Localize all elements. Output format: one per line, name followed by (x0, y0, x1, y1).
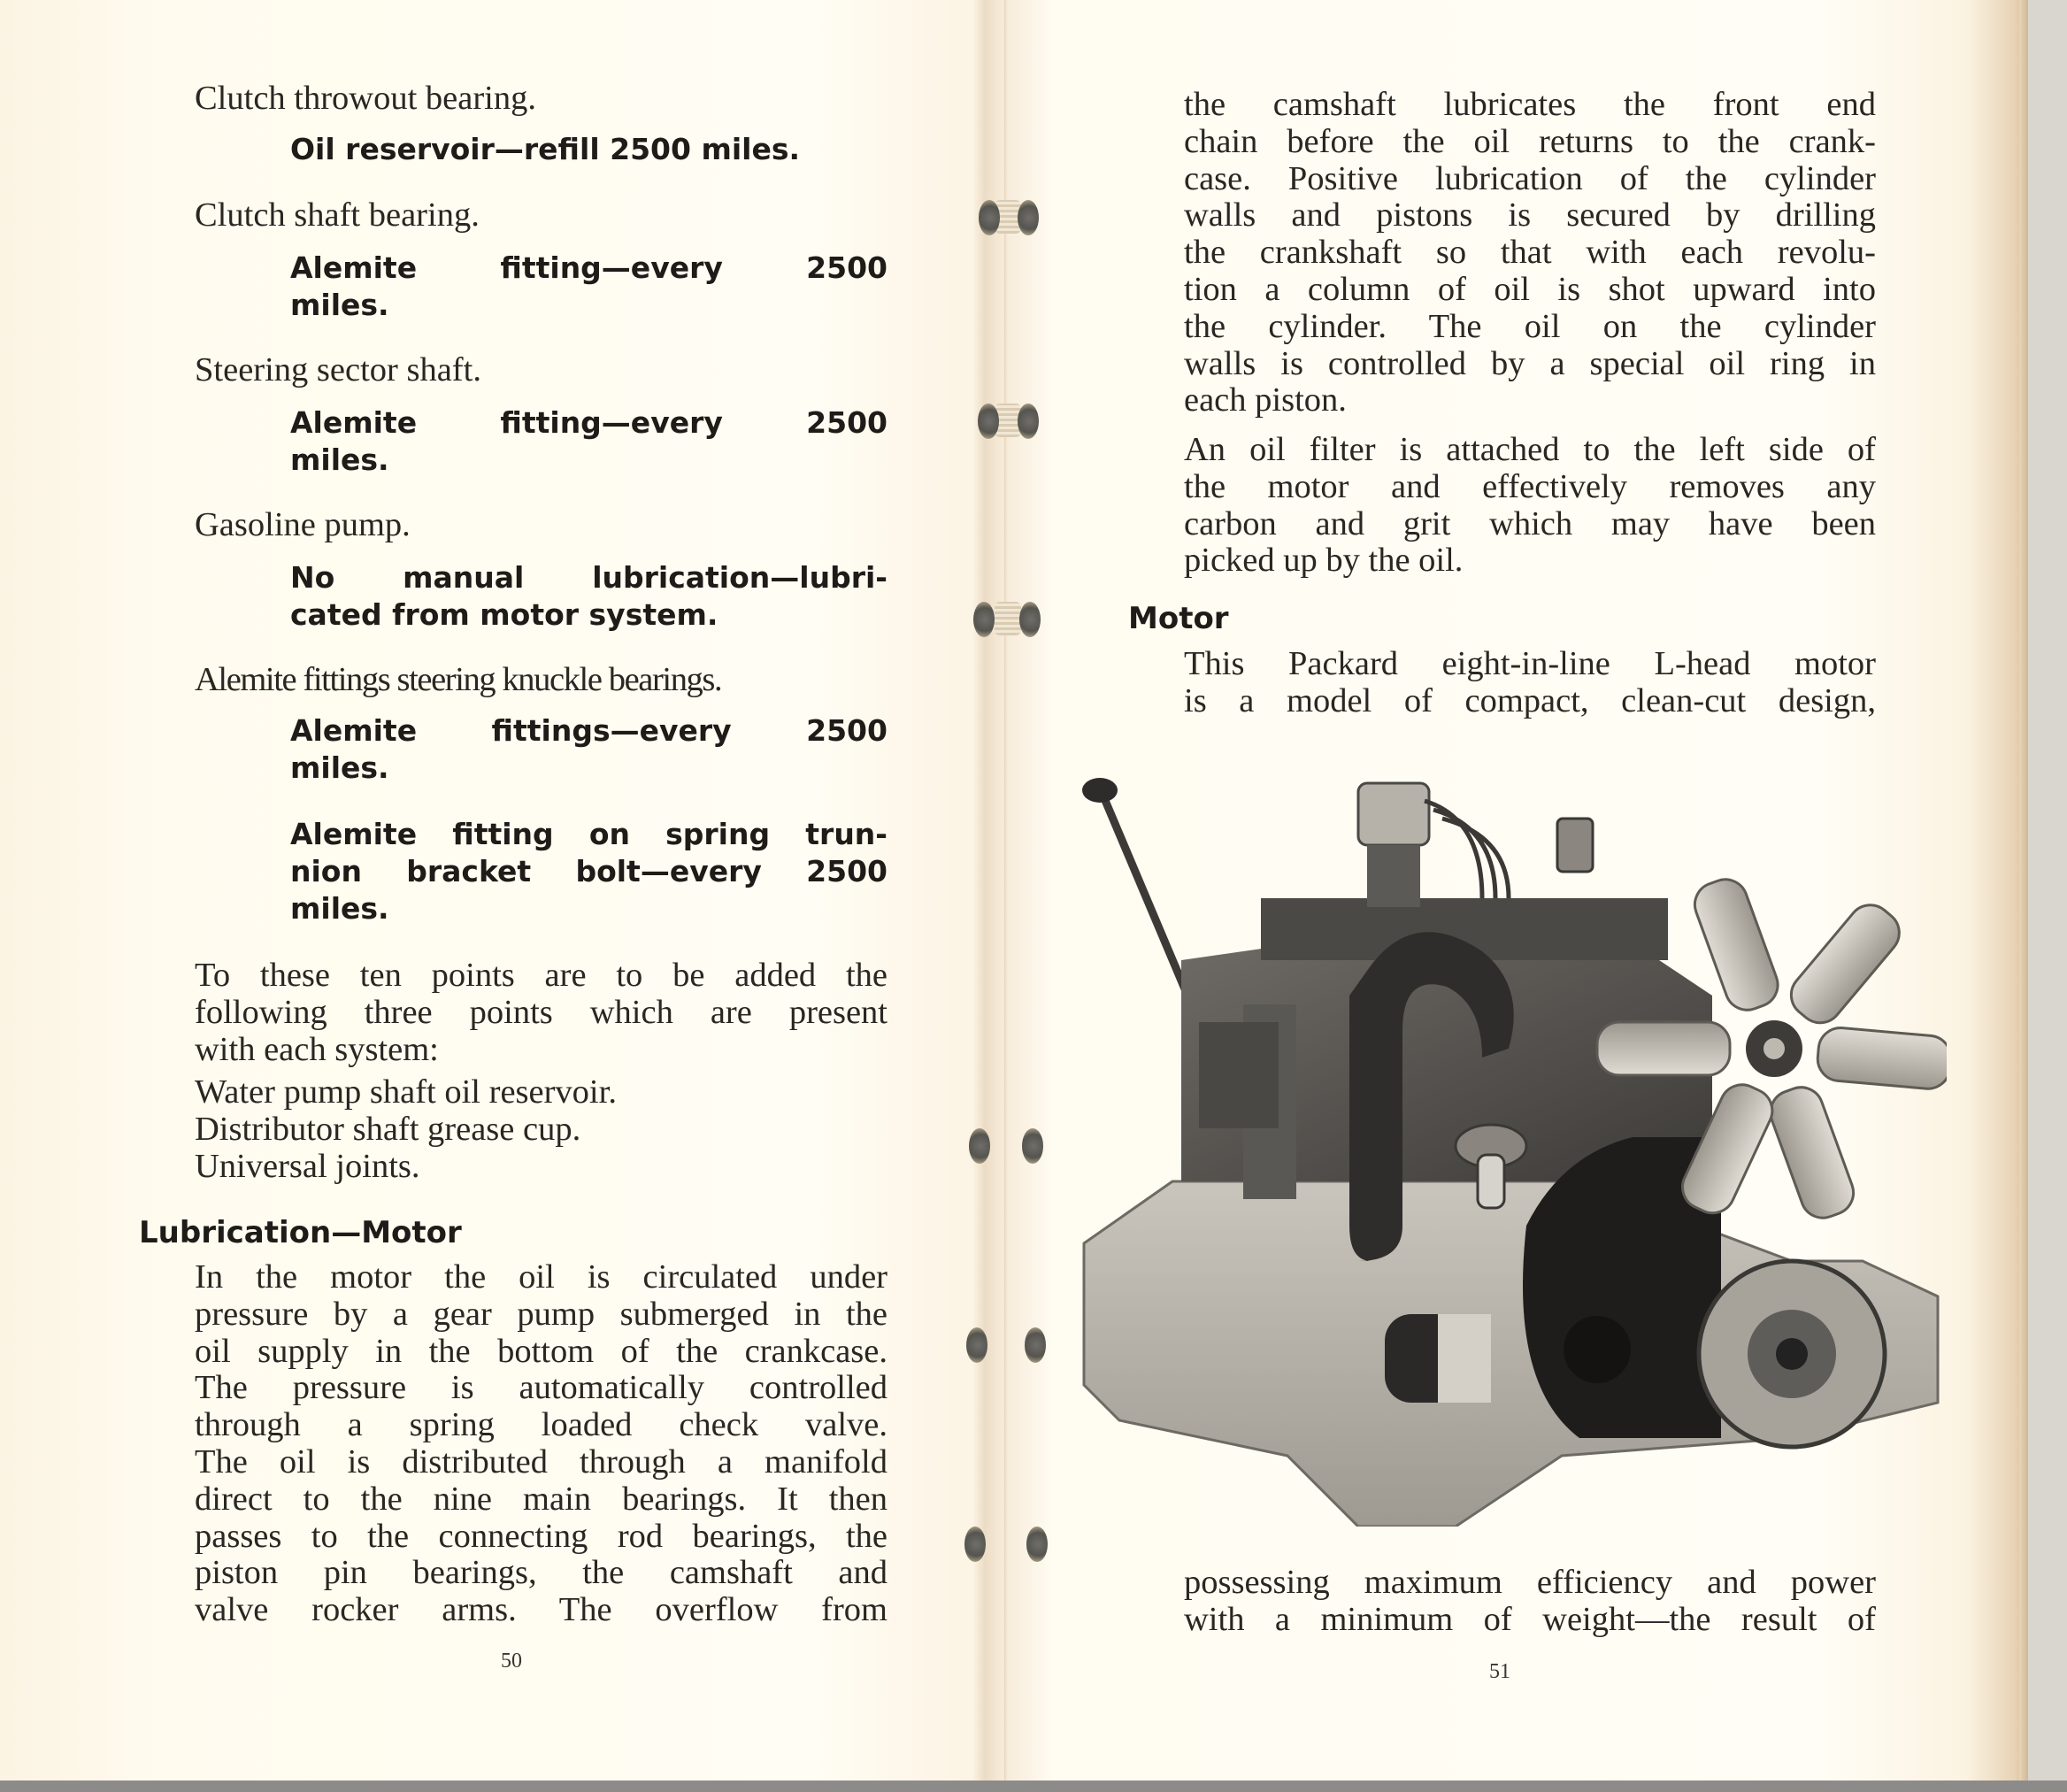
oil-filter-paragraph: An oil filter is attached to the left side of the motor and effectively removes any carbon and grit which may have been picked up by the oil. (1184, 431, 1876, 580)
instruction-steering-sector: Alemite fitting—every 2500 miles. (290, 405, 888, 477)
book-gutter (1004, 0, 1007, 1783)
engine-illustration-icon (1066, 765, 1947, 1527)
page-number: 51 (1489, 1660, 1510, 1683)
system-point: Distributor shaft grease cup. (195, 1110, 581, 1148)
item-clutch-shaft: Clutch shaft bearing. (195, 196, 480, 234)
scan-background (0, 1780, 2067, 1792)
instruction-oil-reservoir: Oil reservoir—refill 2500 miles. (290, 132, 801, 166)
page-number: 50 (501, 1650, 522, 1673)
system-point: Universal joints. (195, 1147, 420, 1185)
motor-intro-paragraph: This Packard eight-in-line L-head motor is a model of compact, clean-cut design, (1184, 645, 1876, 719)
instruction-spring-trunnion: Alemite fitting on spring trun- nion bracket bolt—every 2500 miles. (290, 817, 888, 926)
stitch-thread-icon (995, 602, 1021, 635)
page-edge (2019, 0, 2028, 1783)
system-point: Water pump shaft oil reservoir. (195, 1073, 617, 1111)
stitch-hole-icon (1025, 1327, 1046, 1363)
stitch-hole-icon (1022, 1128, 1043, 1164)
system-points-list (195, 1074, 888, 1185)
lubrication-motor-body: In the motor the oil is circulated under pressure by a gear pump submerged in the oil supply in the bottom of the crankcase. The pressure is automatically controlled through a spring loaded check valve. The oil is distributed through a manifold direct to the nine main bearings. It then passes to the connecting rod bearings, the piston pin bearings, the camshaft and valve rocker arms. The overflow from (195, 1258, 888, 1629)
instruction-steering-knuckle: Alemite fittings—every 2500 miles. (290, 713, 888, 785)
stitch-hole-icon (978, 404, 999, 439)
instruction-gasoline-pump: No manual lubrication—lubri- cated from motor system. (290, 560, 888, 632)
item-steering-knuckle: Alemite fittings steering knuckle bearings. (195, 661, 722, 698)
item-clutch-throwout: Clutch throwout bearing. (195, 80, 536, 117)
item-steering-sector: Steering sector shaft. (195, 351, 481, 388)
stitch-hole-icon (964, 1527, 986, 1562)
engine-photograph (1066, 765, 1947, 1527)
stitch-hole-icon (1019, 602, 1041, 637)
instruction-clutch-shaft: Alemite fitting—every 2500 miles. (290, 250, 888, 322)
motor-continued-paragraph: possessing maximum efficiency and power with a minimum of weight—the result of (1184, 1564, 1876, 1638)
stitch-hole-icon (979, 200, 1000, 235)
continuation-paragraph: the camshaft lubricates the front end chain before the oil returns to the crank- case. Positive lubrication of the cylinder walls and pistons is secured by drilling the crankshaft so that with each revolu- tion a column of oil is shot upward into the cylinder. The oil on the cylinder walls is controlled by a special oil ring in each piston. (1184, 86, 1876, 419)
item-gasoline-pump: Gasoline pump. (195, 506, 411, 543)
stitch-hole-icon (969, 1128, 990, 1164)
stitch-hole-icon (1018, 404, 1039, 439)
stitch-hole-icon (1018, 200, 1039, 235)
stitch-hole-icon (1026, 1527, 1048, 1562)
section-heading-motor: Motor (1128, 601, 1229, 636)
stitch-hole-icon (966, 1327, 987, 1363)
section-heading-lubrication-motor: Lubrication—Motor (139, 1215, 462, 1250)
stitch-hole-icon (973, 602, 995, 637)
summary-paragraph: To these ten points are to be added the following three points which are present with each system: (195, 957, 888, 1068)
